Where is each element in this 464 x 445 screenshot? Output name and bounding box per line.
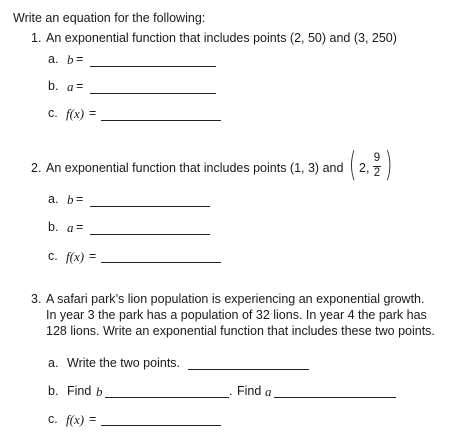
p3-item-c-var: f(x): [66, 412, 85, 427]
p1-answer-line-b[interactable]: [90, 93, 216, 94]
p1-item-b-letter: b.: [48, 79, 59, 93]
problem-3-line-1: A safari park’s lion population is experiencing an exponential growth.: [46, 292, 425, 306]
p2-item-b-letter: b.: [48, 220, 59, 234]
p3-item-a-letter: a.: [48, 356, 59, 370]
p2-item-a-eq: =: [76, 192, 84, 206]
p2-item-c-var: f(x): [66, 249, 85, 264]
p2-item-b-eq: =: [76, 220, 84, 234]
p1-answer-line-c[interactable]: [101, 120, 221, 121]
p3-find-b-var: b: [96, 384, 103, 399]
left-paren: (: [348, 145, 357, 185]
problem-3-line-3: 128 lions. Write an exponential function that includes these two points.: [46, 324, 435, 338]
fraction-numerator: 9: [373, 152, 381, 164]
p3-find-a-label: Find: [237, 384, 262, 398]
worksheet-title: Write an equation for the following:: [13, 11, 206, 25]
p3-item-c-letter: c.: [48, 412, 58, 426]
p1-item-a-eq: =: [76, 52, 84, 66]
p2-answer-line-b[interactable]: [90, 234, 210, 235]
problem-2-text: An exponential function that includes points (1, 3) and: [46, 161, 344, 175]
fraction-denominator: 2: [373, 166, 381, 179]
p3-find-a-var: a: [265, 384, 272, 399]
problem-2-point-x: 2,: [359, 161, 370, 175]
p3-answer-line-a[interactable]: [274, 397, 396, 398]
p1-item-b-eq: =: [76, 79, 84, 93]
p2-item-c-letter: c.: [48, 249, 58, 263]
p2-item-b-var: a: [67, 220, 74, 235]
p1-item-c-eq: =: [89, 106, 97, 120]
p2-item-a-letter: a.: [48, 192, 59, 206]
problem-3-number: 3.: [31, 292, 42, 306]
p1-answer-line-a[interactable]: [90, 66, 216, 67]
problem-3-line-2: In year 3 the park has a population of 32 lions. In year 4 the park has: [46, 308, 427, 322]
problem-2-number: 2.: [31, 161, 42, 175]
p3-answer-line-b[interactable]: [105, 397, 229, 398]
p2-answer-line-c[interactable]: [101, 262, 221, 263]
p3-answer-line-points[interactable]: [188, 369, 309, 370]
p1-item-c-var: f(x): [66, 106, 85, 121]
p1-item-a-letter: a.: [48, 52, 59, 66]
p3-item-b-letter: b.: [48, 384, 59, 398]
p2-item-c-eq: =: [89, 249, 97, 263]
problem-1-number: 1.: [31, 31, 42, 45]
p3-item-a-text: Write the two points.: [67, 356, 181, 370]
p3-find-b-dot: .: [229, 384, 233, 398]
problem-2-fraction: [373, 153, 381, 179]
p3-answer-line-c[interactable]: [101, 425, 221, 426]
p3-item-c-eq: =: [89, 412, 97, 426]
p1-item-b-var: a: [67, 79, 74, 94]
p2-item-a-var: b: [67, 192, 74, 207]
p3-find-b-label: Find: [67, 384, 92, 398]
p1-item-a-var: b: [67, 52, 74, 67]
p2-answer-line-a[interactable]: [90, 206, 210, 207]
p1-item-c-letter: c.: [48, 106, 58, 120]
right-paren: ): [384, 145, 393, 185]
problem-1-text: An exponential function that includes points (2, 50) and (3, 250): [46, 31, 397, 45]
